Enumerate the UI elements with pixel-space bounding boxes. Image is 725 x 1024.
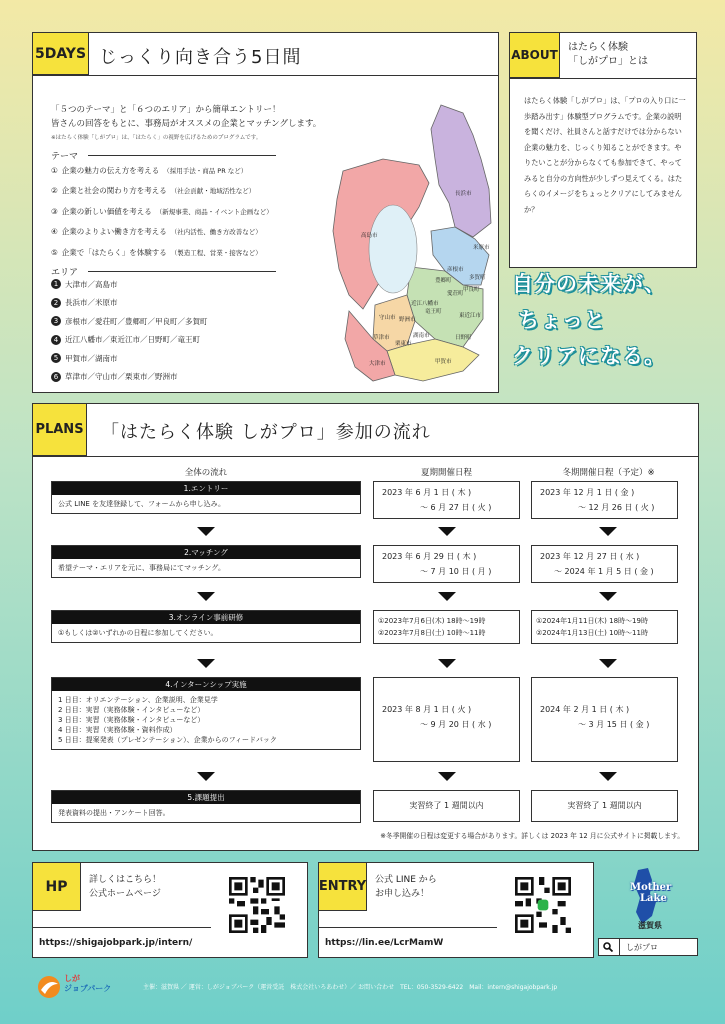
intro-note: ※はたらく体験「しがプロ」は、「はたらく」の視野を広げるためのプログラムです。 — [51, 135, 262, 141]
five-days-tag: 5DAYS — [33, 33, 89, 75]
theme-item: ⑤ 企業で「はたらく」を体験する （製造工程、営業・接客など） — [51, 247, 262, 257]
step-matching: 2.マッチング 希望テーマ・エリアを元に、事務局にてマッチング。 — [51, 545, 361, 578]
about-title: はたらく体験 「しがプロ」とは — [568, 42, 648, 67]
area-item: 6 草津市／守山市／栗東市／野洲市 — [51, 368, 208, 387]
theme-list — [51, 160, 273, 263]
map-label: 近江八幡市 — [411, 301, 439, 307]
entry-panel — [318, 862, 594, 958]
catchphrase — [512, 266, 666, 374]
summer-date: 2023 年 8 月 1 日 ( 火 ) 〜 9 月 20 日 ( 水 ) — [373, 677, 520, 762]
theme-item: ③ 企業の新しい価値を考える （新規事業、商品・イベント企画など） — [51, 206, 273, 216]
col-head-summer: 夏期開催日程 — [420, 468, 472, 478]
catch-line-2: ちょっと — [518, 308, 606, 332]
step-assignment: 5.課題提出 発表資料の提出・アンケート回答。 — [51, 790, 361, 823]
about-body: はたらく体験「しがプロ」は、「プロの入り口に一歩踏み出す」体験型プログラムです。企業の説明を聞くだけ、社員さんと話すだけでは分からない企業の魅力を、じっくり知ることができます。やりたいことが分からなくても参加できて、やってみると自分の方向性が少しずつ見えてくる。はたらくのイメージをちょっとクリアにしてみませんか？ — [524, 96, 686, 214]
five-days-panel — [32, 32, 499, 393]
shiga-job-park-logo: しが ジョブパーク — [36, 972, 132, 1004]
plans-footnote: ※冬季開催の日程は変更する場合があります。詳しくは 2023 年 12 月に公式サイトに掲載します。 — [380, 832, 684, 840]
map-label: 湖南市 — [413, 333, 430, 339]
winter-date: 2023 年 12 月 1 日 ( 金 ) 〜 12 月 26 日 ( 火 ) — [531, 481, 678, 519]
search-icon — [603, 942, 613, 952]
summer-date: ①2023年7月6日(木) 18時〜19時 ②2023年7月8日(土) 10時〜11時 — [373, 610, 520, 644]
plans-title: 「はたらく体験 しがプロ」参加の流れ — [101, 422, 431, 443]
summer-date: 実習終了 1 週間以内 — [373, 790, 520, 822]
qr-code[interactable] — [515, 877, 571, 933]
about-panel — [509, 32, 697, 268]
map-label: 甲賀市 — [435, 359, 452, 365]
hp-label: 詳しくはこちら！ 公式ホームページ — [89, 875, 162, 899]
map-label: 米原市 — [473, 245, 490, 251]
map-label: 長浜市 — [455, 191, 472, 197]
theme-item: ② 企業と社会の関わり方を考える （社会貢献・地域活性など） — [51, 186, 256, 196]
map-label: 守山市 — [379, 315, 396, 321]
map-label: 栗東市 — [395, 341, 412, 347]
col-head-winter: 冬期開催日程（予定）※ — [562, 468, 655, 478]
summer-date: 2023 年 6 月 1 日 ( 木 ) 〜 6 月 27 日 ( 火 ) — [373, 481, 520, 519]
area-heading: エリア — [51, 265, 276, 278]
map-label: 草津市 — [373, 335, 390, 341]
winter-date: 2024 年 2 月 1 日 ( 木 ) 〜 3 月 15 日 ( 金 ) — [531, 677, 678, 762]
area-item: 1 大津市／高島市 — [51, 275, 208, 294]
hp-tag: HP — [33, 863, 81, 911]
area-list — [51, 275, 208, 386]
step-entry: 1.エントリー 公式 LINE を友達登録して、フォームから申し込み。 — [51, 481, 361, 514]
map-label: 愛荘町 — [447, 291, 464, 297]
shiga-map — [323, 99, 495, 384]
intro-line-1: 「５つのテーマ」と「６つのエリア」から簡単エントリー！ — [51, 105, 281, 115]
area-item: 2 長浜市／米原市 — [51, 294, 208, 313]
logo-text: Mother — [630, 882, 672, 893]
logo-text: Lake — [640, 893, 667, 904]
map-label: 野洲市 — [399, 317, 416, 323]
summer-date: 2023 年 6 月 29 日 ( 木 ) 〜 7 月 10 日 ( 月 ) — [373, 545, 520, 583]
winter-date: ①2024年1月11日(木) 18時〜19時 ②2024年1月13日(土) 10時〜11時 — [531, 610, 678, 644]
plans-panel — [32, 403, 699, 851]
theme-item: ① 企業の魅力の伝え方を考える （採用手法・商品 PR など） — [51, 165, 248, 175]
winter-date: 実習終了 1 週間以内 — [531, 790, 678, 822]
entry-tag: ENTRY — [319, 863, 367, 911]
catch-line-3: クリアになる。 — [512, 344, 666, 368]
map-label: 竜王町 — [425, 309, 442, 315]
theme-item: ④ 企業のよりよい働き方を考える （社内活性、働き方改善など） — [51, 227, 262, 237]
search-text: しがプロ — [619, 939, 658, 955]
area-item: 3 彦根市／愛荘町／豊郷町／甲良町／多賀町 — [51, 312, 208, 331]
area-item: 4 近江八幡市／東近江市／日野町／竜王町 — [51, 331, 208, 350]
hp-panel — [32, 862, 308, 958]
map-label: 豊郷町 — [435, 278, 452, 284]
map-label: 東近江市 — [459, 313, 482, 319]
col-head-flow: 全体の流れ — [184, 468, 228, 478]
search-box[interactable] — [598, 938, 698, 956]
intro-line-2: 皆さんの回答をもとに、事務局がオススメの企業とマッチングします。 — [51, 119, 322, 129]
map-label: 高島市 — [361, 233, 378, 239]
logo-pref: 滋賀県 — [638, 921, 662, 930]
plans-tag: PLANS — [33, 404, 87, 456]
map-label: 彦根市 — [447, 267, 464, 273]
qr-code[interactable] — [229, 877, 285, 933]
catch-line-1: 自分の未来が、 — [512, 272, 666, 296]
entry-url-link[interactable]: https://lin.ee/LcrMamW — [319, 927, 497, 957]
theme-heading: テーマ — [51, 149, 276, 162]
step-internship: 4.インターンシップ実施 1 日目：オリエンテーション、企業説明、企業見学 2 日目：実習（実務体験・インタビューなど） 3 日目：実習（実務体験・インタビューなど） 4 日目：実習（実務体験・資料作成） 5 日目：提案発表（プレゼンテーション）、企業からのフィードバック — [51, 677, 361, 750]
mother-lake-logo — [612, 866, 682, 932]
footer-info: 主催：滋賀県 ／ 運営：しがジョブパーク（運営受託 株式会社いろあわせ）／ お問い合わせ TEL：050-3529-6422 Mail：intern@shigajobpark.jp — [143, 984, 558, 991]
map-label: 大津市 — [369, 361, 386, 367]
entry-label: 公式 LINE から お申し込み！ — [375, 875, 437, 899]
about-tag: ABOUT — [510, 33, 560, 78]
map-label: 甲良町 — [463, 287, 480, 293]
map-label: 多賀町 — [469, 275, 486, 281]
hp-url-link[interactable]: https://shigajobpark.jp/intern/ — [33, 927, 211, 957]
five-days-title: じっくり向き合う5日間 — [99, 47, 302, 68]
winter-date: 2023 年 12 月 27 日 ( 水 ) 〜 2024 年 1 月 5 日 ( 金 ) — [531, 545, 678, 583]
area-item: 5 甲賀市／湖南市 — [51, 349, 208, 368]
step-online-training: 3.オンライン事前研修 ①もしくは②いずれかの日程に参加してください。 — [51, 610, 361, 643]
map-label: 日野町 — [455, 335, 472, 341]
footer — [0, 968, 725, 1024]
